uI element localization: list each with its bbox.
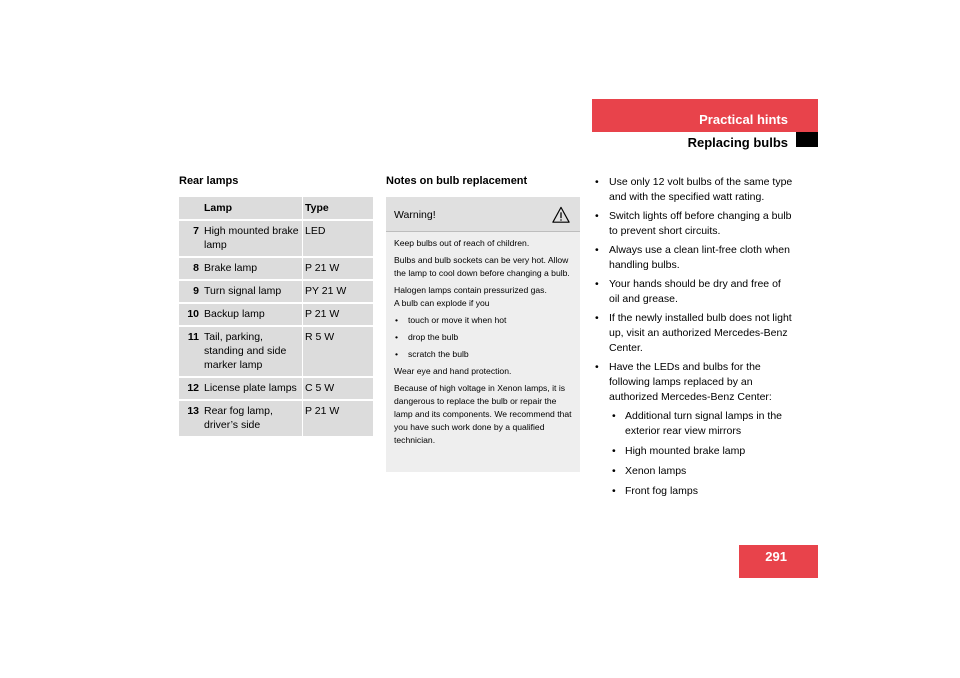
- row-lamp: Turn signal lamp: [202, 280, 303, 303]
- header-lamp: Lamp: [202, 197, 303, 220]
- row-lamp: High mounted brake lamp: [202, 220, 303, 257]
- row-lamp: Rear fog lamp, driver’s side: [202, 400, 303, 436]
- warning-text: Halogen lamps contain pressurized gas.: [394, 285, 547, 295]
- warning-text: Bulbs and bulb sockets can be very hot. Allow the lamp to cool down before changing a bulb.: [394, 255, 570, 278]
- row-lamp: Tail, parking, standing and side marker lamp: [202, 326, 303, 377]
- sub-list-item: • Xenon lamps: [594, 464, 794, 479]
- row-number: 8: [179, 257, 202, 280]
- sub-list-item: • High mounted brake lamp: [594, 444, 794, 459]
- row-lamp: Backup lamp: [202, 303, 303, 326]
- list-item: • Your hands should be dry and free of oil and grease.: [594, 277, 794, 307]
- table-row: [179, 280, 373, 303]
- warning-body: [394, 237, 574, 451]
- table-row: [179, 377, 373, 400]
- warning-title: Warning!: [394, 209, 436, 221]
- warning-text: Wear eye and hand protection.: [394, 366, 512, 376]
- row-type: P 21 W: [303, 400, 374, 436]
- row-number: 9: [179, 280, 202, 303]
- warning-text: Keep bulbs out of reach of children.: [394, 238, 530, 248]
- list-item: • Always use a clean lint-free cloth when handling bulbs.: [594, 243, 794, 273]
- table-row: [179, 303, 373, 326]
- page-number: 291: [765, 549, 787, 564]
- lamp-table: [179, 197, 373, 436]
- table-row: [179, 326, 373, 377]
- list-item: • Have the LEDs and bulbs for the following lamps replaced by an authorized Mercedes-Benz Center:: [594, 360, 794, 405]
- chapter-title: Practical hints: [699, 112, 788, 127]
- list-item: • Use only 12 volt bulbs of the same type and with the specified watt rating.: [594, 175, 794, 205]
- warning-bullet: • touch or move it when hot: [394, 314, 574, 327]
- row-number: 10: [179, 303, 202, 326]
- warning-box: [386, 197, 580, 472]
- bulb-replacement-list: [594, 175, 794, 504]
- header-marker: [796, 132, 818, 147]
- row-lamp: License plate lamps: [202, 377, 303, 400]
- row-type: P 21 W: [303, 303, 374, 326]
- row-lamp: Brake lamp: [202, 257, 303, 280]
- sub-list-item: • Front fog lamps: [594, 484, 794, 499]
- header-type: Type: [303, 197, 374, 220]
- table-row: [179, 400, 373, 436]
- warning-header: [386, 197, 580, 232]
- row-type: LED: [303, 220, 374, 257]
- table-row: [179, 257, 373, 280]
- bulb-notes-heading: Notes on bulb replacement: [386, 175, 528, 187]
- row-number: 11: [179, 326, 202, 377]
- warning-triangle-icon: [552, 206, 570, 224]
- row-type: PY 21 W: [303, 280, 374, 303]
- row-type: R 5 W: [303, 326, 374, 377]
- table-header-row: [179, 197, 373, 220]
- list-item: • Switch lights off before changing a bulb to prevent short circuits.: [594, 209, 794, 239]
- header-num-cell: [179, 197, 202, 220]
- warning-bullet: • drop the bulb: [394, 331, 574, 344]
- row-number: 13: [179, 400, 202, 436]
- row-type: C 5 W: [303, 377, 374, 400]
- rear-lamps-heading: Rear lamps: [179, 175, 239, 187]
- warning-text: A bulb can explode if you: [394, 298, 490, 308]
- sub-list-item: • Additional turn signal lamps in the exterior rear view mirrors: [594, 409, 794, 439]
- row-number: 7: [179, 220, 202, 257]
- warning-text: Because of high voltage in Xenon lamps, it is dangerous to replace the bulb or repair the lamp and its components. We recommend that you have such work done by a qualified technician.: [394, 383, 572, 445]
- list-item: • If the newly installed bulb does not light up, visit an authorized Mercedes-Benz Center.: [594, 311, 794, 356]
- table-row: [179, 220, 373, 257]
- row-type: P 21 W: [303, 257, 374, 280]
- section-subtitle: Replacing bulbs: [687, 135, 788, 150]
- warning-bullet: • scratch the bulb: [394, 348, 574, 361]
- row-number: 12: [179, 377, 202, 400]
